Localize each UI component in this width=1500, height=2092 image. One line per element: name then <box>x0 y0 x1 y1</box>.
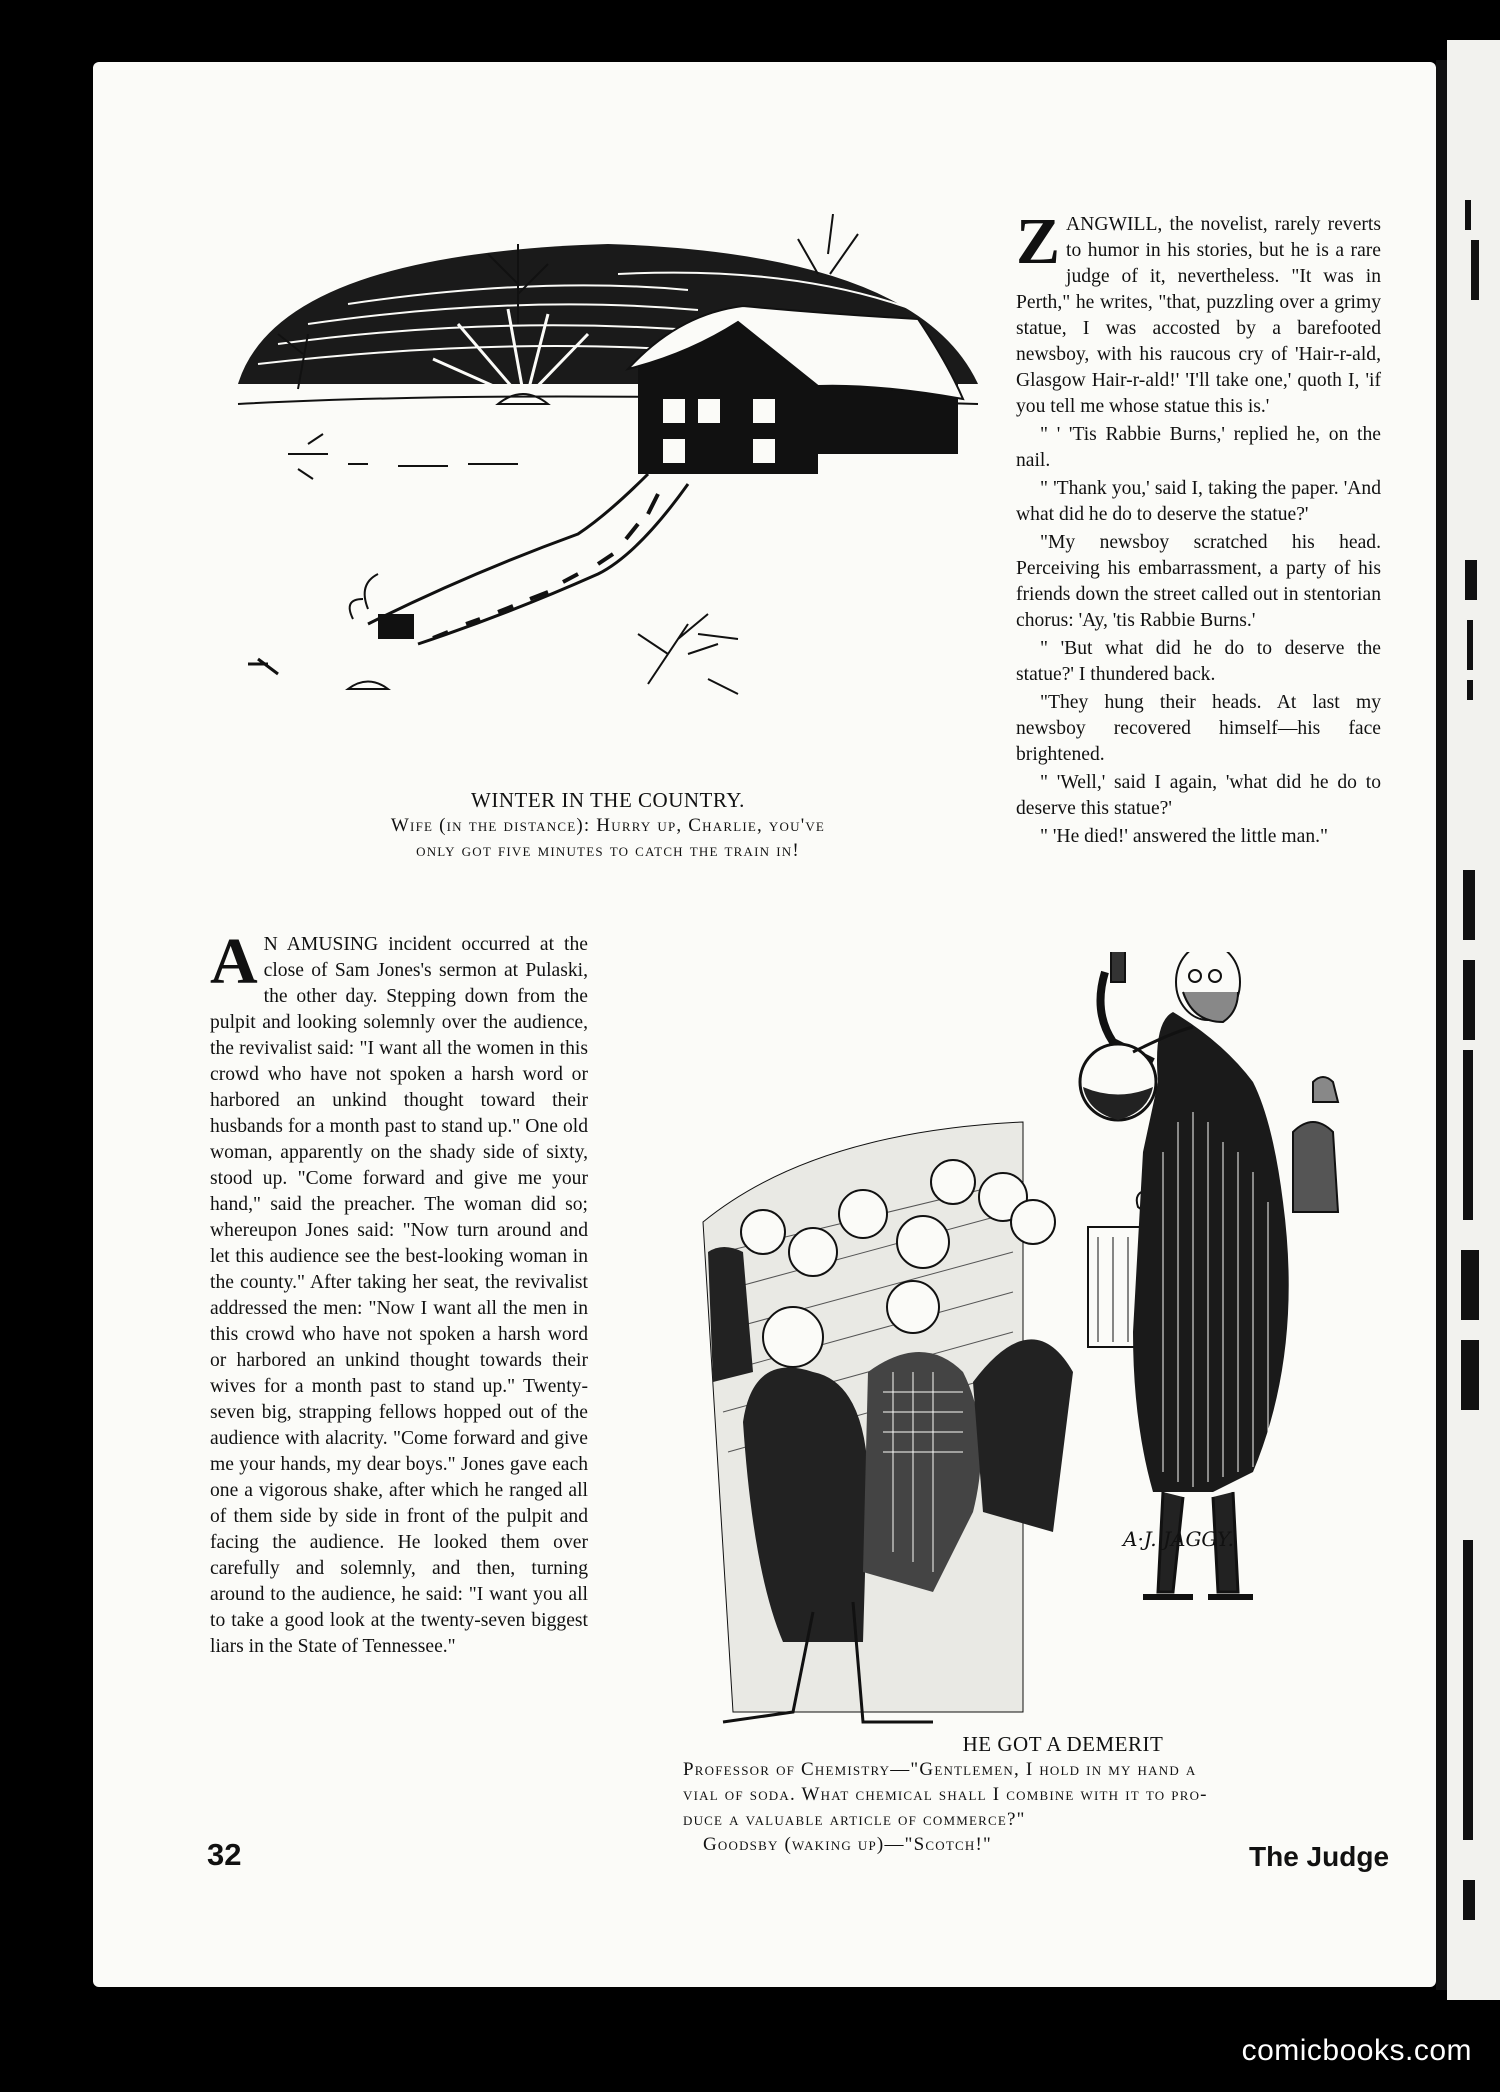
demerit-caption-line: Goodsby (waking up)—"Scotch!" <box>703 1834 992 1855</box>
story-paragraph: ANGWILL, the novelist, rarely reverts to humor in his stories, but he is a rare judge of it, nevertheless. "It was in Perth," he writes, "that, puzzling over a grimy statue, I was accosted by a barefooted newsboy, with his raucous cry of 'Hair-r-ald, Glasgow Hair-r-ald!' 'I'll take one,' quoth I, 'if you tell me whose statue this is.' <box>1016 214 1381 417</box>
winter-caption-line: only got five minutes to catch the train in! <box>416 840 800 861</box>
demerit-caption-line: Professor of Chemistry—"Gentlemen, I hold in my hand a <box>683 1759 1197 1780</box>
story-paragraph: " 'Well,' said I again, 'what did he do to deserve this statue?' <box>1016 772 1381 819</box>
page-gutter <box>1436 60 1447 1990</box>
story-paragraph: " 'But what did he do to deserve the statue?' I thundered back. <box>1016 638 1381 685</box>
story-paragraph: " ' 'Tis Rabbie Burns,' replied he, on the nail. <box>1016 424 1381 471</box>
demerit-caption <box>683 1732 1443 1857</box>
page-number: 32 <box>207 1837 242 1872</box>
sam-jones-story <box>210 925 588 1662</box>
dropcap: A <box>210 925 258 998</box>
demerit-caption-line: duce a valuable article of commerce?" <box>683 1809 1026 1830</box>
magazine-title: The Judge <box>1249 1841 1390 1872</box>
winter-caption-title: WINTER IN THE COUNTRY. <box>471 788 745 812</box>
story-paragraph: " 'He died!' answered the little man." <box>1040 826 1329 847</box>
chemistry-class-illustration <box>693 952 1393 1732</box>
demerit-caption-title: HE GOT A DEMERIT <box>962 1732 1164 1756</box>
demerit-caption-line: vial of soda. What chemical shall I combine with it to pro- <box>683 1784 1208 1805</box>
story-paragraph: N AMUSING incident occurred at the close of Sam Jones's sermon at Pulaski, the other day. Stepping down from the pulpit and looking solemnly over the audience, the revivalist said: "I want all the women in this crowd who have not spoken a harsh word or harbored an unkind thought toward their husbands for a month past to stand up." One old woman, apparently on the shady side of sixty, stood up. "Come forward and give me your hand," said the preacher. The woman did so; whereupon Jones said: "Now turn around and let this audience see the best-looking woman in the county." After taking her seat, the revivalist addressed the men: "Now I want all the men in this crowd who have not spoken a harsh word or harbored an unkind thought towards their wives for a month past to stand up." Twenty-seven big, strapping fellows hopped out of the audience with alacrity. "Come forward and give me your hands, my dear boys." Jones gave each one a vigorous shake, after which he ranged all of them side by side in front of the pulpit and facing the audience. He looked them over carefully and solemnly, and then, turning around to the audience, he said: "I want you all to take a good look at the twenty-seven biggest liars in the State of Tennessee." <box>210 934 588 1657</box>
story-paragraph: "They hung their heads. At last my newsboy recovered himself—his face brightened. <box>1016 692 1381 765</box>
story-paragraph: " 'Thank you,' said I, taking the paper. 'And what did he do to deserve the statue?' <box>1016 478 1381 525</box>
story-paragraph: "My newsboy scratched his head. Perceiving his embarrassment, a party of his friends down the street called out in stentorian chorus: 'Ay, 'tis Rabbie Burns.' <box>1016 532 1381 631</box>
zangwill-story <box>1016 205 1381 852</box>
winter-caption <box>233 788 983 863</box>
winter-country-illustration <box>218 214 998 814</box>
watermark: comicbooks.com <box>1241 2034 1472 2067</box>
winter-caption-line: Wife (in the distance): Hurry up, Charlie, you've <box>390 815 826 836</box>
magazine-page <box>93 62 1436 1987</box>
adjacent-page-edge <box>1447 40 1500 2000</box>
dropcap: Z <box>1016 205 1061 278</box>
artist-signature: A·J. JAGGY. <box>1123 1527 1235 1551</box>
